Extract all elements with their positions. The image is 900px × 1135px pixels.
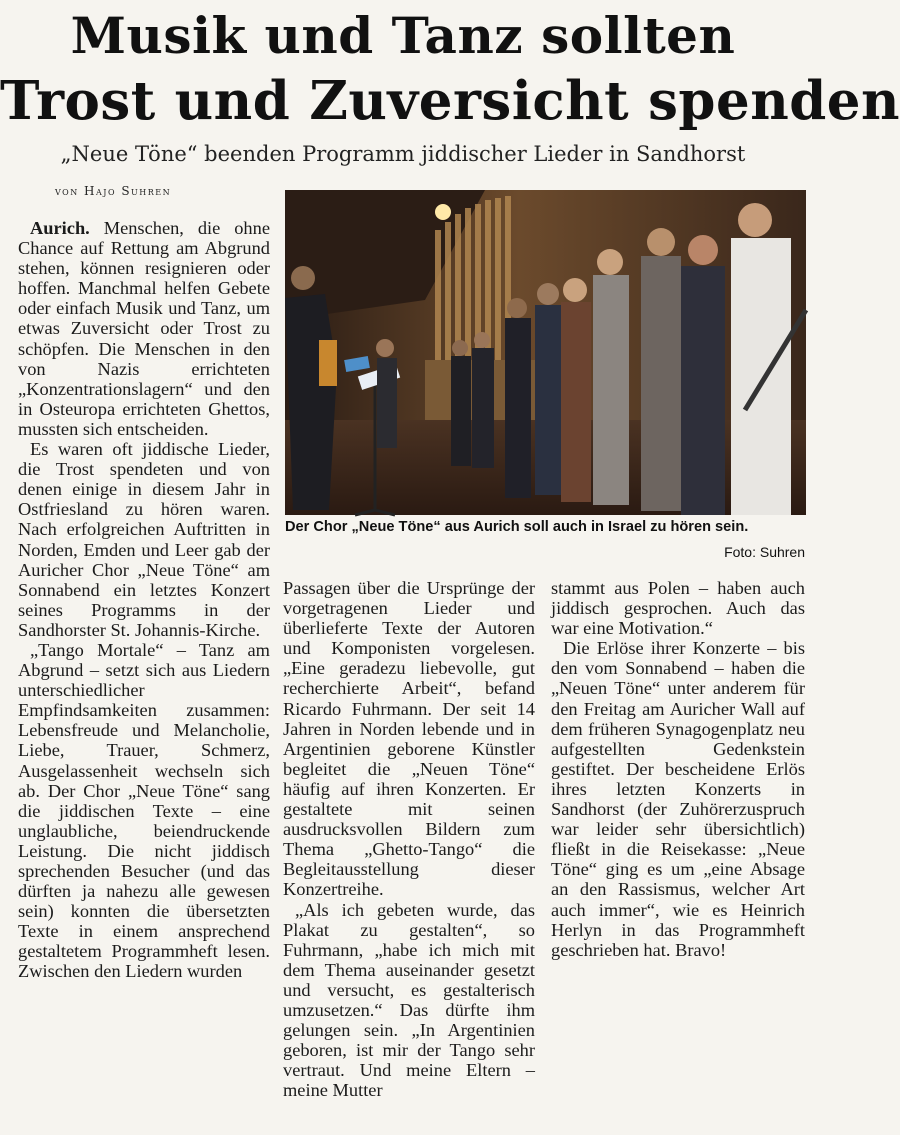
- photo-caption: Der Chor „Neue Töne“ aus Aurich soll auch in Israel zu hören sein.: [285, 519, 749, 535]
- photo-credit: Foto: Suhren: [724, 544, 805, 560]
- headline-line-1: Musik und Tanz sollten: [70, 6, 736, 65]
- paragraph-7: Die Erlöse ihrer Konzerte – bis den vom Sonnabend – haben die „Neuen Töne“ unter anderem für den Freitag am Auricher Wall auf dem früheren Synagogenplatz neu aufgestellten Gedenkstein gestiftet. Der bescheidene Erlös ihres letzten Konzerts in Sandhorst (der Zuhörerzuspruch war leider sehr übersichtlich) fließt in die Reisekasse: „Neue Töne“ ging es um „eine Absage an den Rassismus, welcher Art auch immer“, wie es Heinrich Herlyn in das Programmheft geschrieben hat. Bravo!: [551, 638, 805, 960]
- paragraph-6: stammt aus Polen – haben auch jiddisch gesprochen. Auch das war eine Motivation.“: [551, 578, 805, 639]
- byline: von Hajo Suhren: [55, 184, 172, 198]
- paragraph-3: „Tango Mortale“ – Tanz am Abgrund – setzt sich aus Liedern unterschiedlicher Empfindsamkeiten zusammen: Lebensfreude und Melancholie, Liebe, Trauer, Schmerz, Ausgelassenheit wechseln sich ab. Der Chor „Neue Töne“ sang die jiddischen Texte – eine unglaubliche, beiendruckende Leistung. Die nicht jiddisch sprechenden Besucher (und das dürften ja nahezu alle gewesen sein) konnten die übersetzten Texte in einem ansprechend gestaltetem Programmheft lesen. Zwischen den Liedern wurden: [18, 639, 270, 982]
- subheadline: „Neue Töne“ beenden Programm jiddischer Lieder in Sandhorst: [60, 142, 746, 166]
- headline-line-2: Trost und Zuversicht spenden: [0, 70, 900, 132]
- paragraph-1-text: Menschen, die ohne Chance auf Rettung am Abgrund stehen, können resignieren oder hoffen. Manchmal helfen Gebete oder einfach Musik und Tanz, um etwas Zuversicht oder Trost zu schöpfen. Die Menschen in den von Nazis errichteten „Konzentrationslagern“ und den in Osteuropa errichteten Ghettos, mussten sich entscheiden.: [18, 218, 270, 439]
- text-column-3: [551, 578, 805, 960]
- choir-photo: [285, 190, 806, 515]
- paragraph-4: Passagen über die Ursprünge der vorgetragenen Lieder und überlieferte Texte der Autoren und Komponisten vorgelesen. „Eine geradezu liebevolle, gut recherchierte Arbeit“, befand Ricardo Fuhrmann. Der seit 14 Jahren in Norden lebende und in Argentinien geborene Künstler begleitet die „Neuen Töne“ häufig auf ihren Konzerten. Er gestaltete mit seinen ausdrucksvollen Bildern zum Thema „Ghetto-Tango“ die Begleitausstellung dieser Konzertreihe.: [283, 578, 535, 900]
- choir-photo-image: [285, 190, 806, 515]
- dateline: Aurich.: [30, 218, 90, 238]
- paragraph-5: „Als ich gebeten wurde, das Plakat zu gestalten“, so Fuhrmann, „habe ich mich mit dem Thema auseinander gesetzt und versucht, es gestalterisch umzusetzen.“ Das dürfte ihm gelungen sein. „In Argentinien geboren, ist mir der Tango sehr vertraut. Und meine Eltern – meine Mutter: [283, 899, 535, 1101]
- text-column-1: [18, 218, 270, 982]
- paragraph-2: Es waren oft jiddische Lieder, die Trost spendeten und von denen einige in diesem Jahr in Ostfriesland zu hören waren. Nach erfolgreichen Auftritten in Norden, Emden und Leer gab der Auricher Chor „Neue Töne“ am Sonnabend ein letztes Konzert seines Programms in der Sandhorster St. Johannis-Kirche.: [18, 439, 270, 640]
- text-column-2: [283, 578, 535, 1100]
- paragraph-1: [18, 218, 270, 439]
